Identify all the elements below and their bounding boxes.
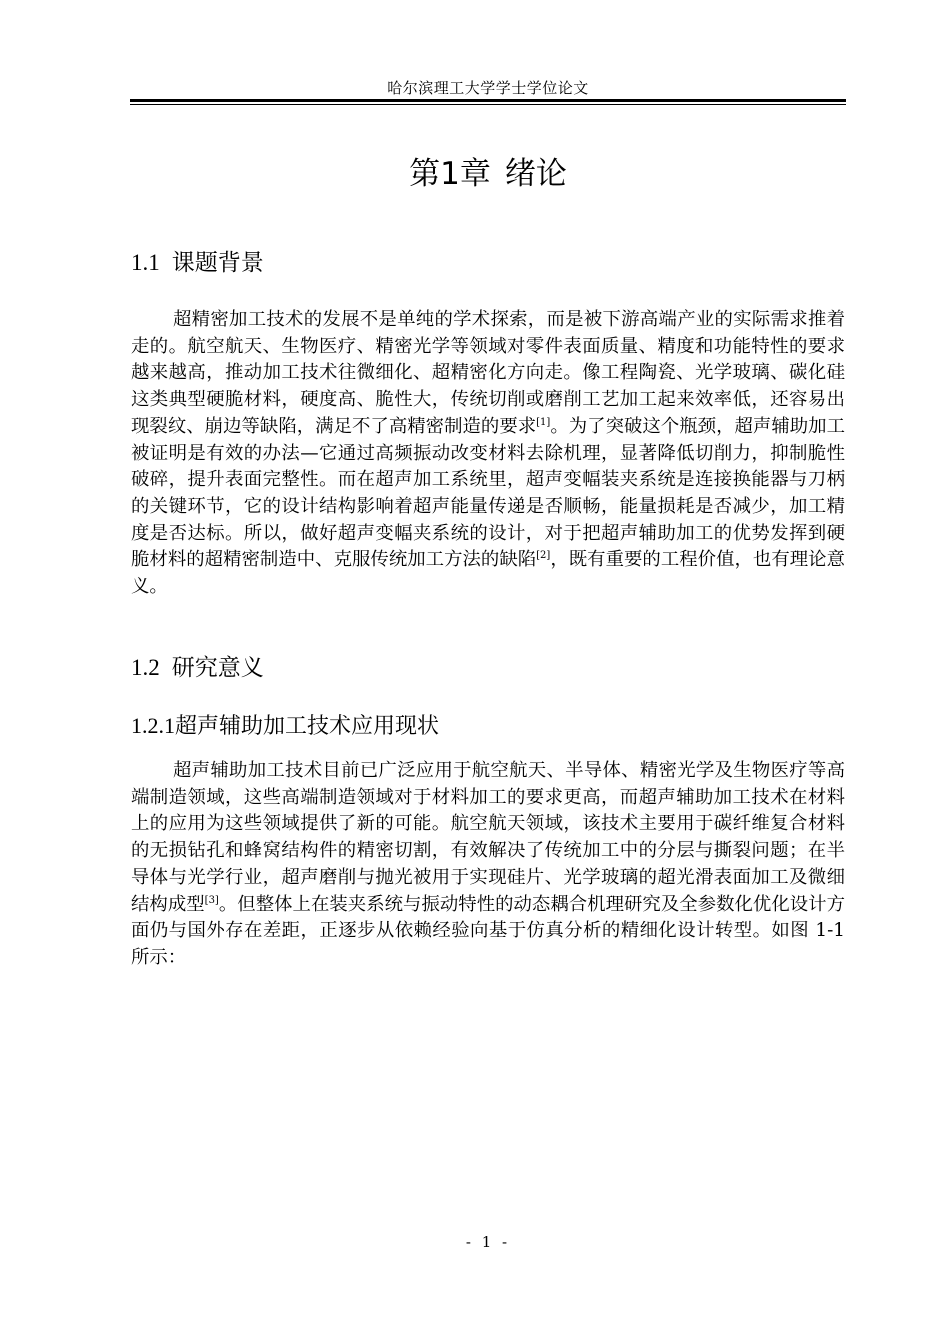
citation-mark: [3]	[204, 894, 219, 906]
running-header: 哈尔滨理工大学学士学位论文	[387, 79, 589, 97]
subsection-title: 超声辅助加工技术应用现状	[175, 714, 440, 739]
chapter-name: 绪论	[504, 156, 567, 192]
section-title: 研究意义	[171, 655, 264, 681]
section-heading-1-1	[131, 248, 264, 278]
section-title: 课题背景	[171, 250, 264, 276]
citation-mark: [2]	[536, 550, 551, 562]
chapter-number: 第1章	[409, 156, 491, 192]
subsection-heading-1-2-1	[131, 711, 439, 742]
paragraph-text: 超精密加工技术的发展不是单纯的学术探索，而是被下游高端产业的实际需求推着走的。航空航天、生物医疗、精密光学等领域对零件表面质量、精度和功能特性的要求越来越高，推动加工技术往微细化、超精密化方向走。像工程陶瓷、光学玻璃、碳化硅这类典型硬脆材料，硬度高、脆性大，传统切削或磨削工艺加工起来效率低，还容易出现裂纹、崩边等缺陷，满足不了高精密制造的要求	[131, 309, 845, 437]
page-number: - 1 -	[465, 1233, 511, 1251]
section-1-1-paragraph	[131, 307, 845, 601]
section-number: 1.2	[131, 655, 160, 680]
header-rule	[130, 99, 846, 102]
citation-mark: [1]	[536, 416, 551, 428]
section-number: 1.1	[131, 250, 160, 275]
paragraph-text: 。但整体上在装夹系统与振动特性的动态耦合机理研究及全参数化优化设计方面仍与国外存在差距，正逐步从依赖经验向基于仿真分析的精细化设计转型。如图 1-1 所示：	[131, 893, 845, 968]
section-1-2-1-paragraph	[131, 758, 845, 972]
header-rule-thin	[130, 104, 846, 105]
paragraph-text: 超声辅助加工技术目前已广泛应用于航空航天、半导体、精密光学及生物医疗等高端制造领域，这些高端制造领域对于材料加工的要求更高，而超声辅助加工技术在材料上的应用为这些领域提供了新的可能。航空航天领域，该技术主要用于碳纤维复合材料的无损钻孔和蜂窝结构件的精密切割，有效解决了传统加工中的分层与撕裂问题；在半导体与光学行业，超声磨削与抛光被用于实现硅片、光学玻璃的超光滑表面加工及微细结构成型	[131, 760, 845, 915]
paragraph-text: 。为了突破这个瓶颈，超声辅助加工被证明是有效的办法—它通过高频振动改变材料去除机理，显著降低切削力，抑制脆性破碎，提升表面完整性。而在超声加工系统里，超声变幅装夹系统是连接换能器与刀柄的关键环节，它的设计结构影响着超声能量传递是否顺畅，能量损耗是否减少，加工精度是否达标。所以，做好超声变幅夹系统的设计，对于把超声辅助加工的优势发挥到硬脆材料的超精密制造中、克服传统加工方法的缺陷	[131, 415, 845, 571]
paragraph-text: ，既有重要的工程价值，也有理论意义。	[131, 549, 845, 598]
section-heading-1-2	[131, 653, 264, 683]
chapter-title	[130, 152, 846, 196]
subsection-number: 1.2.1	[131, 713, 175, 738]
